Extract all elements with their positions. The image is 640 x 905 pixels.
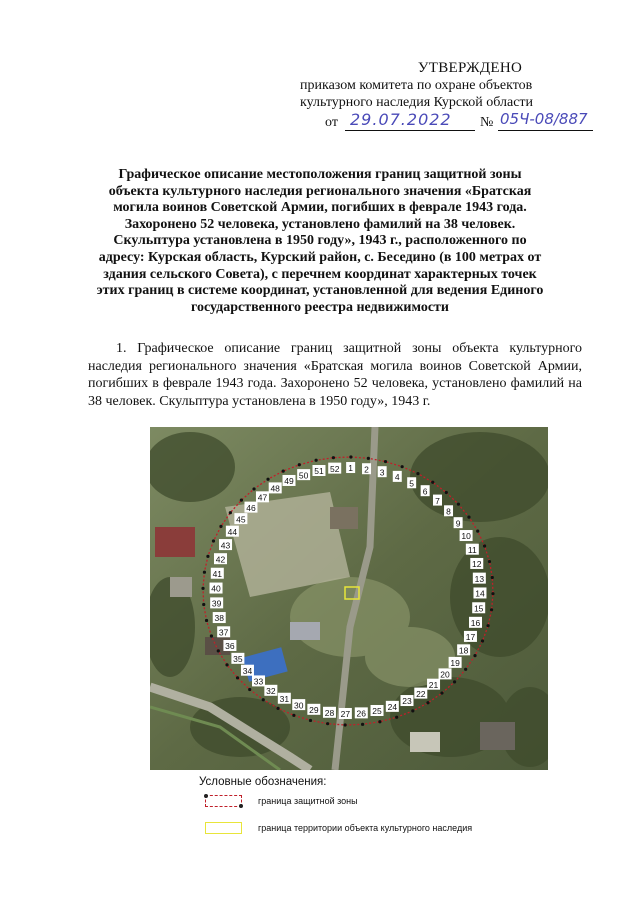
boundary-point-marker (416, 472, 419, 475)
point-number: 18 (458, 645, 469, 656)
boundary-point-label (444, 505, 453, 516)
boundary-point-label (407, 477, 416, 488)
boundary-point-marker (315, 459, 318, 462)
point-number: 35 (233, 654, 243, 665)
boundary-point-label (346, 462, 355, 473)
boundary-point-label (323, 707, 336, 718)
point-number: 50 (298, 470, 309, 481)
boundary-point-marker (276, 707, 279, 710)
date-prefix: от (325, 115, 338, 130)
point-number: 15 (473, 603, 484, 614)
boundary-point-marker (411, 709, 414, 712)
point-number: 16 (470, 618, 481, 629)
boundary-point-marker (491, 576, 494, 579)
boundary-point-label (473, 573, 486, 584)
boundary-point-marker (490, 608, 493, 611)
point-number: 17 (465, 632, 476, 643)
boundary-point-label (460, 530, 473, 541)
boundary-point-marker (431, 481, 434, 484)
point-number: 44 (227, 526, 238, 537)
point-number: 24 (387, 702, 398, 713)
boundary-point-label (414, 688, 427, 699)
approval-date: 29.07.2022 (350, 110, 452, 129)
boundary-point-label (226, 526, 239, 537)
territory-boundary-swatch (205, 822, 242, 834)
boundary-point-label (339, 708, 352, 719)
point-number: 7 (435, 495, 440, 506)
point-number: 42 (215, 554, 226, 565)
point-number: 22 (416, 688, 426, 699)
boundary-point-marker (483, 544, 486, 547)
boundary-point-label (371, 705, 384, 716)
boundary-point-label (211, 568, 224, 579)
zone-boundary-swatch (205, 795, 242, 807)
point-number: 21 (428, 679, 439, 690)
point-number: 30 (293, 700, 304, 711)
approval-line-1: приказом комитета по охране объектов (300, 78, 533, 93)
boundary-point-label (231, 653, 244, 664)
boundary-point-marker (292, 714, 295, 717)
boundary-point-label (355, 707, 368, 718)
boundary-point-label (439, 668, 452, 679)
legend-zone-label: граница защитной зоны (258, 796, 358, 806)
boundary-point-marker (203, 571, 206, 574)
boundary-point-marker (395, 716, 398, 719)
boundary-point-marker (486, 624, 489, 627)
boundary-point-label (256, 491, 269, 502)
point-number: 8 (446, 506, 451, 517)
point-number: 10 (461, 531, 471, 542)
legend-title: Условные обозначения: (199, 776, 327, 788)
point-number: 38 (214, 613, 224, 624)
boundary-point-label (312, 465, 325, 476)
boundary-point-marker (326, 722, 329, 725)
point-number: 2 (364, 464, 369, 475)
boundary-point-marker (202, 603, 205, 606)
number-prefix: № (480, 115, 494, 130)
boundary-point-marker (440, 691, 443, 694)
boundary-point-marker (476, 530, 479, 533)
point-number: 36 (225, 641, 235, 652)
boundary-point-label (264, 685, 277, 696)
point-number: 39 (211, 598, 222, 609)
point-number: 34 (242, 665, 253, 676)
boundary-point-marker (205, 619, 208, 622)
boundary-point-marker (457, 503, 460, 506)
boundary-point-marker (488, 560, 491, 563)
boundary-point-label (223, 640, 236, 651)
boundary-point-marker (473, 654, 476, 657)
boundary-point-label (283, 475, 296, 486)
boundary-point-marker (282, 470, 285, 473)
point-number: 52 (329, 463, 340, 474)
point-number: 6 (422, 486, 428, 497)
boundary-point-marker (491, 592, 494, 595)
boundary-point-label (433, 495, 442, 506)
point-number: 14 (475, 588, 485, 599)
document-title: Графическое описание местоположения границ защитной зоны объекта культурного наследия регионального значения «Братская могила воинов Советской Армии, погибших в феврале 1943 года. Захоронено 52 человека, установлено фамилий на 38 человек. Скульптура установлена в 1950 году», 1943 г., расположенного по адресу: Курская область, Курский район, с. Беседино (в 100 метрах от здания сельского Совета), с перечнем координат характерных точек этих границ в системе координат, установленной для ведения Единого государственного реестра недвижимости (96, 167, 544, 315)
point-number: 43 (220, 540, 231, 551)
approval-number: 05Ч-08/887 (500, 110, 588, 128)
boundary-point-marker (225, 663, 228, 666)
boundary-point-marker (384, 460, 387, 463)
point-number: 49 (284, 476, 294, 487)
boundary-point-marker (367, 457, 370, 460)
boundary-point-label (466, 544, 479, 555)
boundary-point-label (297, 469, 310, 480)
boundary-point-label (472, 602, 485, 613)
boundary-point-label (307, 704, 320, 715)
boundary-point-marker (252, 487, 255, 490)
point-number: 4 (394, 472, 400, 483)
point-number: 29 (309, 705, 319, 716)
boundary-point-label (427, 679, 440, 690)
boundary-point-label (292, 699, 305, 710)
boundary-point-label (210, 583, 223, 594)
point-number: 47 (257, 492, 268, 503)
point-number: 37 (218, 627, 229, 638)
boundary-point-label (464, 631, 477, 642)
point-number: 25 (372, 706, 382, 717)
boundary-point-marker (481, 639, 484, 642)
boundary-point-marker (240, 499, 243, 502)
boundary-point-marker (453, 680, 456, 683)
boundary-point-label (328, 463, 341, 474)
boundary-point-marker (298, 463, 301, 466)
boundary-point-label (214, 553, 227, 564)
boundary-point-marker (349, 455, 352, 458)
point-number: 9 (455, 518, 461, 529)
date-underline (345, 130, 475, 131)
satellite-map (150, 427, 548, 770)
approval-heading: УТВЕРЖДЕНО (417, 60, 523, 76)
legend-territory-label: граница территории объекта культурного наследия (258, 823, 473, 833)
boundary-point-label (449, 657, 462, 668)
boundary-point-label (244, 502, 257, 513)
map-canvas (150, 427, 548, 770)
approval-date-number-row (300, 111, 600, 133)
point-number: 3 (379, 467, 385, 478)
point-number: 45 (236, 514, 246, 525)
boundary-point-marker (361, 723, 364, 726)
point-number: 13 (474, 573, 485, 584)
point-number: 19 (450, 658, 460, 669)
point-number: 20 (440, 669, 450, 680)
boundary-point-marker (332, 456, 335, 459)
boundary-point-label (457, 644, 470, 655)
boundary-point-marker (266, 478, 269, 481)
boundary-point-label (386, 701, 399, 712)
boundary-point-label (241, 665, 254, 676)
boundary-point-label (362, 463, 371, 474)
boundary-point-marker (445, 491, 448, 494)
boundary-point-label (219, 539, 232, 550)
point-number: 11 (467, 544, 477, 555)
boundary-point-marker (201, 587, 204, 590)
boundary-point-marker (217, 649, 220, 652)
boundary-point-marker (210, 634, 213, 637)
boundary-point-marker (401, 465, 404, 468)
boundary-point-label (213, 612, 226, 623)
approval-block (300, 60, 600, 133)
number-underline (498, 130, 593, 131)
point-number: 23 (402, 696, 412, 707)
point-number: 46 (246, 502, 256, 513)
point-number: 27 (340, 709, 351, 720)
boundary-point-marker (426, 701, 429, 704)
boundary-point-marker (219, 525, 222, 528)
boundary-point-marker (467, 516, 470, 519)
point-number: 28 (324, 707, 335, 718)
boundary-point-label (278, 693, 291, 704)
point-number: 48 (270, 483, 280, 494)
boundary-point-marker (378, 720, 381, 723)
point-number: 33 (253, 676, 264, 687)
boundary-point-label (378, 466, 387, 477)
point-number: 31 (279, 693, 290, 704)
point-number: 1 (348, 463, 354, 474)
boundary-point-label (473, 587, 486, 598)
point-number: 5 (409, 478, 415, 489)
boundary-point-label (454, 517, 463, 528)
point-number: 41 (212, 568, 223, 579)
point-number: 32 (266, 686, 276, 697)
boundary-point-label (393, 471, 402, 482)
boundary-point-marker (464, 668, 467, 671)
boundary-point-marker (344, 723, 347, 726)
point-number: 12 (472, 559, 482, 570)
boundary-point-label (234, 513, 247, 524)
boundary-point-label (469, 617, 482, 628)
point-number: 26 (356, 708, 367, 719)
boundary-point-marker (262, 698, 265, 701)
boundary-point-label (421, 485, 430, 496)
boundary-point-marker (212, 539, 215, 542)
boundary-point-label (400, 695, 413, 706)
approval-line-2: культурного наследия Курской области (300, 95, 534, 110)
boundary-point-label (269, 482, 282, 493)
point-number: 51 (314, 466, 324, 477)
boundary-point-marker (248, 688, 251, 691)
point-number: 40 (211, 583, 221, 594)
boundary-point-label (210, 597, 223, 608)
boundary-point-label (217, 626, 230, 637)
boundary-point-marker (229, 511, 232, 514)
boundary-point-marker (309, 719, 312, 722)
boundary-point-marker (206, 555, 209, 558)
boundary-point-label (252, 675, 265, 686)
boundary-point-marker (236, 676, 239, 679)
description-paragraph: 1. Графическое описание границ защитной зоны объекта культурного наследия регионального значения «Братская могила воинов Советской Армии, погибших в феврале 1943 года. Захоронено 52 человека, установлено фамилий на 38 человек. Скульптура установлена в 1950 году», 1943 г. (88, 341, 582, 409)
boundary-point-label (470, 558, 483, 569)
